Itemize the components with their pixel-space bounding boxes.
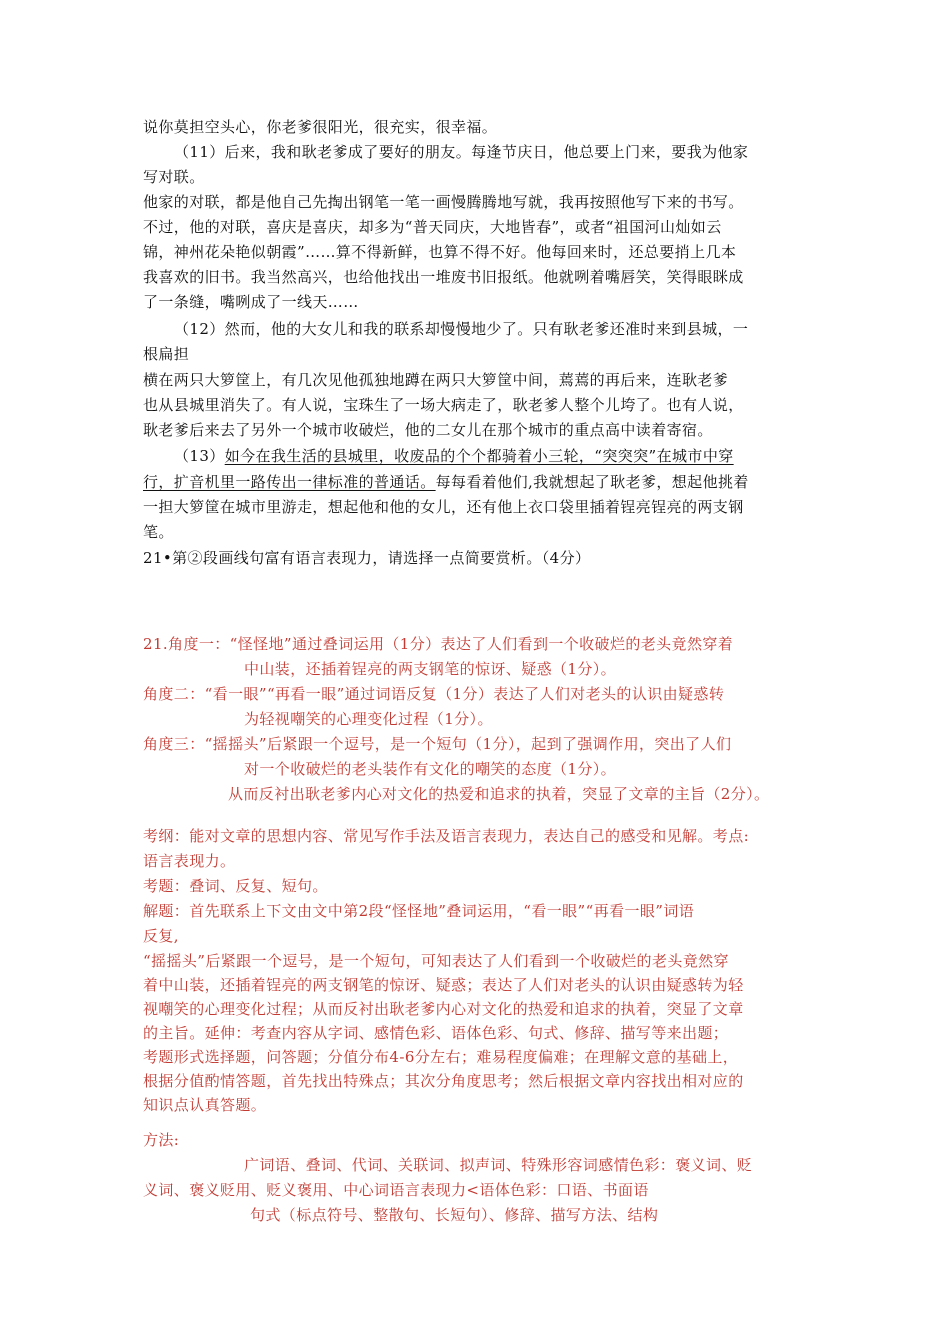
answer-line: 角度三：“摇摇头”后紧跟一个逗号，是一个短句（1分），起到了强调作用，突出了人们: [143, 735, 732, 753]
answer-line: 对一个收破烂的老头装作有文化的嘲笑的态度（1分）。: [244, 760, 617, 778]
method-line: 句式（标点符号、整散句、长短句）、修辞、描写方法、结构: [250, 1206, 659, 1224]
passage-line: 也从县城里消失了。有人说，宝珠生了一场大病走了，耿老爹人整个儿垮了。也有人说，: [143, 396, 744, 414]
method-label: 方法:: [143, 1131, 180, 1149]
method-line: 广词语、叠词、代词、关联词、拟声词、特殊形容词感情色彩：褒义词、贬: [244, 1156, 753, 1174]
analysis-line: 着中山装，还插着锃亮的两支钢笔的惊讶、疑惑；表达了人们对老头的认识由疑惑转为轻: [143, 976, 744, 994]
analysis-line: “摇摇头”后紧跟一个逗号，是一个短句，可知表达了人们看到一个收破烂的老头竟然穿: [143, 952, 729, 970]
answer-line: 中山装，还插着锃亮的两支钢笔的惊讶、疑惑（1分）。: [244, 660, 617, 678]
underlined-sentence: 如今在我生活的县城里，收废品的个个都骑着小三轮，“突突突”在城市中穿: [224, 447, 734, 465]
paragraph-number: （13）: [174, 447, 225, 465]
passage-line: 耿老爹后来去了另外一个城市收破烂，他的二女儿在那个城市的重点高中读着寄宿。: [143, 421, 713, 439]
passage-line: 说你莫担空头心，你老爹很阳光，很充实，很幸福。: [143, 118, 498, 136]
passage-line: 锦，神州花朵艳似朝霞”……算不得新鲜，也算不得不好。他每回来时，还总要捎上几本: [143, 243, 737, 261]
answer-line: 从而反衬出耿老爹内心对文化的热爱和追求的执着，突显了文章的主旨（2分）。: [228, 785, 770, 803]
answer-line: 21.角度一：“怪怪地”通过叠词运用（1分）表达了人们看到一个收破烂的老头竟然穿着: [143, 635, 734, 653]
passage-text: 每每看着他们,我就想起了耿老爹，想起他挑着: [435, 473, 749, 491]
passage-line: 根扁担: [143, 345, 190, 363]
analysis-line: 考题：叠词、反复、短句。: [143, 877, 328, 895]
answer-line: 为轻视嘲笑的心理变化过程（1分）。: [244, 710, 493, 728]
analysis-line: 考纲：能对文章的思想内容、常见写作手法及语言表现力，表达自己的感受和见解。考点:: [143, 827, 750, 845]
passage-line: [143, 472, 749, 492]
passage-line: 他家的对联，都是他自己先掏出钢笔一笔一画慢腾腾地写就，我再按照他写下来的书写。: [143, 193, 744, 211]
method-line: 义词、褒义贬用、贬义褒用、中心词语言表现力<语体色彩：口语、书面语: [143, 1181, 649, 1199]
answer-line: 角度二：“看一眼”“再看一眼”通过词语反复（1分）表达了人们对老头的认识由疑惑转: [143, 685, 725, 703]
underlined-sentence: 行，扩音机里一路传出一律标准的普通话。: [143, 473, 436, 491]
passage-line: 了一条缝，嘴咧成了一线天……: [143, 293, 359, 311]
analysis-line: 语言表现力。: [143, 852, 236, 870]
passage-line: （11）后来，我和耿老爹成了要好的朋友。每逢节庆日，他总要上门来，要我为他家: [174, 143, 749, 161]
analysis-line: 根据分值酌情答题，首先找出特殊点；其次分角度思考；然后根据文章内容找出相对应的: [143, 1072, 744, 1090]
analysis-line: 反复,: [143, 927, 179, 945]
passage-line: 写对联。: [143, 168, 205, 186]
analysis-line: 的主旨。延伸：考查内容从字词、感情色彩、语体色彩、句式、修辞、描写等来出题；: [143, 1024, 729, 1042]
analysis-line: 考题形式选择题，问答题；分值分布4-6分左右；难易程度偏难；在理解文意的基础上，: [143, 1048, 739, 1066]
analysis-line: 视嘲笑的心理变化过程；从而反衬出耿老爹内心对文化的热爱和追求的执着，突显了文章: [143, 1000, 744, 1018]
passage-line: 不过，他的对联，喜庆是喜庆，却多为“普天同庆，大地皆春”，或者“祖国河山灿如云: [143, 218, 722, 236]
passage-line: [174, 446, 734, 466]
question-text: 21•第②段画线句富有语言表现力，请选择一点简要赏析。（4分）: [143, 549, 591, 567]
passage-line: 我喜欢的旧书。我当然高兴，也给他找出一堆废书旧报纸。他就咧着嘴唇笑，笑得眼眯成: [143, 268, 744, 286]
passage-line: （12）然而，他的大女儿和我的联系却慢慢地少了。只有耿老爹还准时来到县城，一: [174, 320, 749, 338]
passage-line: 一担大箩筐在城市里游走，想起他和他的女儿，还有他上衣口袋里插着锃亮锃亮的两支钢: [143, 498, 744, 516]
analysis-line: 解题：首先联系上下文由文中第2段“怪怪地”叠词运用，“看一眼”“再看一眼”词语: [143, 902, 695, 920]
analysis-line: 知识点认真答题。: [143, 1096, 267, 1114]
passage-line: 笔。: [143, 523, 174, 541]
passage-line: 横在两只大箩筐上，有几次见他孤独地蹲在两只大箩筐中间，蔫蔫的再后来，连耿老爹: [143, 371, 729, 389]
